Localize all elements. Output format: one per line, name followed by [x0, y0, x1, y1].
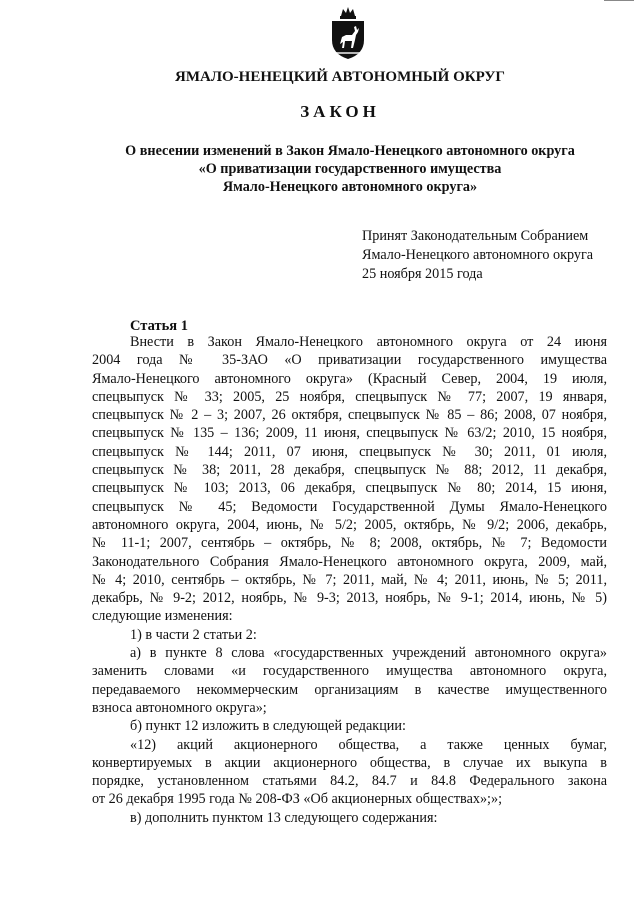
adoption-date: 25 ноября 2015 года: [362, 266, 483, 282]
article-heading: Статья 1: [130, 318, 188, 334]
paragraph-line: № 11-1; 2007, сентябрь – октябрь, № 8; 2008, октябрь, № 7; Ведомости: [92, 535, 607, 552]
paragraph-line: Внести в Закон Ямало-Ненецкого автономного округа от 24 июня: [130, 334, 607, 350]
item-a-line: передаваемого некоммерческим организациям в качестве имущественного: [92, 681, 607, 698]
article-body: [92, 333, 607, 827]
item-b-quote-line: порядке, установленном статьями 84.2, 84.7 и 84.8 Федерального закона: [92, 773, 607, 790]
subject-line: Ямало-Ненецкого автономного округа»: [222, 179, 478, 195]
paragraph-line: спецвыпуск № 38; 2011, 28 декабря, спецвыпуск № 88; 2012, 11 декабря,: [92, 462, 607, 479]
item-b-quote-line: от 26 декабря 1995 года № 208-ФЗ «Об акционерных обществах»;»;: [92, 791, 503, 808]
adoption-line: Принят Законодательным Собранием: [362, 228, 589, 244]
adoption-info: [362, 227, 593, 284]
item-1: 1) в части 2 статьи 2:: [130, 626, 257, 643]
paragraph-line: спецвыпуск № 45; Ведомости Государственной Думы Ямало-Ненецкого: [92, 498, 607, 515]
paragraph-line: спецвыпуск № 33; 2005, 25 ноября, спецвыпуск № 77; 2007, 19 января,: [92, 388, 607, 405]
item-c: в) дополнить пунктом 13 следующего содержания:: [130, 809, 438, 826]
adoption-line: Ямало-Ненецкого автономного округа: [362, 247, 594, 263]
paragraph-line: спецвыпуск № 103; 2013, 06 декабря, спецвыпуск № 80; 2014, 15 июня,: [92, 480, 607, 497]
law-subject: [60, 142, 640, 196]
paragraph-line: декабрь, № 9-2; 2012, ноябрь, № 9-3; 2013, ноябрь, № 9-1; 2014, июнь, № 5): [92, 590, 607, 607]
paragraph-line: следующие изменения:: [92, 608, 233, 625]
paragraph-line: спецвыпуск № 144; 2011, 07 июня, спецвыпуск № 30; 2011, 01 июля,: [92, 443, 607, 460]
paragraph-line: № 4; 2010, сентябрь – октябрь, № 7; 2011, май, № 4; 2011, июнь, № 5; 2011,: [92, 571, 607, 588]
item-a-line: заменить словами «и государственного имущества автономного округа,: [92, 663, 607, 680]
paragraph-line: спецвыпуск № 135 – 136; 2009, 11 июня, спецвыпуск № 63/2; 2010, 15 ноября,: [92, 425, 607, 442]
item-b-quote-line: конвертируемых в акции акционерного общества, в случае их выкупа в: [92, 754, 607, 771]
paragraph-line: 2004 года № 35-ЗАО «О приватизации государственного имущества: [92, 352, 607, 369]
subject-line: «О приватизации государственного имущества: [198, 161, 502, 177]
item-a-line: взноса автономного округа»;: [92, 699, 267, 716]
paragraph-line: Законодательного Собрания Ямало-Ненецкого автономного округа, 2009, май,: [92, 553, 607, 570]
region-name: ЯМАЛО-НЕНЕЦКИЙ АВТОНОМНЫЙ ОКРУГ: [175, 69, 505, 85]
paragraph-line: спецвыпуск № 2 – 3; 2007, 26 октября, спецвыпуск № 85 – 86; 2008, 07 ноября,: [92, 407, 607, 424]
paragraph-line: автономного округа, 2004, июнь, № 5/2; 2005, октябрь, № 9/2; 2006, декабрь,: [92, 516, 607, 533]
law-title: ЗАКОН: [300, 102, 380, 121]
item-a-line: а) в пункте 8 слова «государственных учреждений автономного округа»: [130, 645, 607, 662]
item-b-quote-line: «12) акций акционерного общества, а также ценных бумаг,: [130, 736, 607, 753]
paragraph-line: Ямало-Ненецкого автономного округа» (Красный Север, 2004, 19 июля,: [92, 370, 607, 387]
scan-mark: [604, 0, 634, 1]
subject-line: О внесении изменений в Закон Ямало-Ненецкого автономного округа: [125, 143, 575, 159]
coat-of-arms-icon: [326, 4, 370, 60]
item-b: б) пункт 12 изложить в следующей редакции:: [130, 718, 406, 735]
